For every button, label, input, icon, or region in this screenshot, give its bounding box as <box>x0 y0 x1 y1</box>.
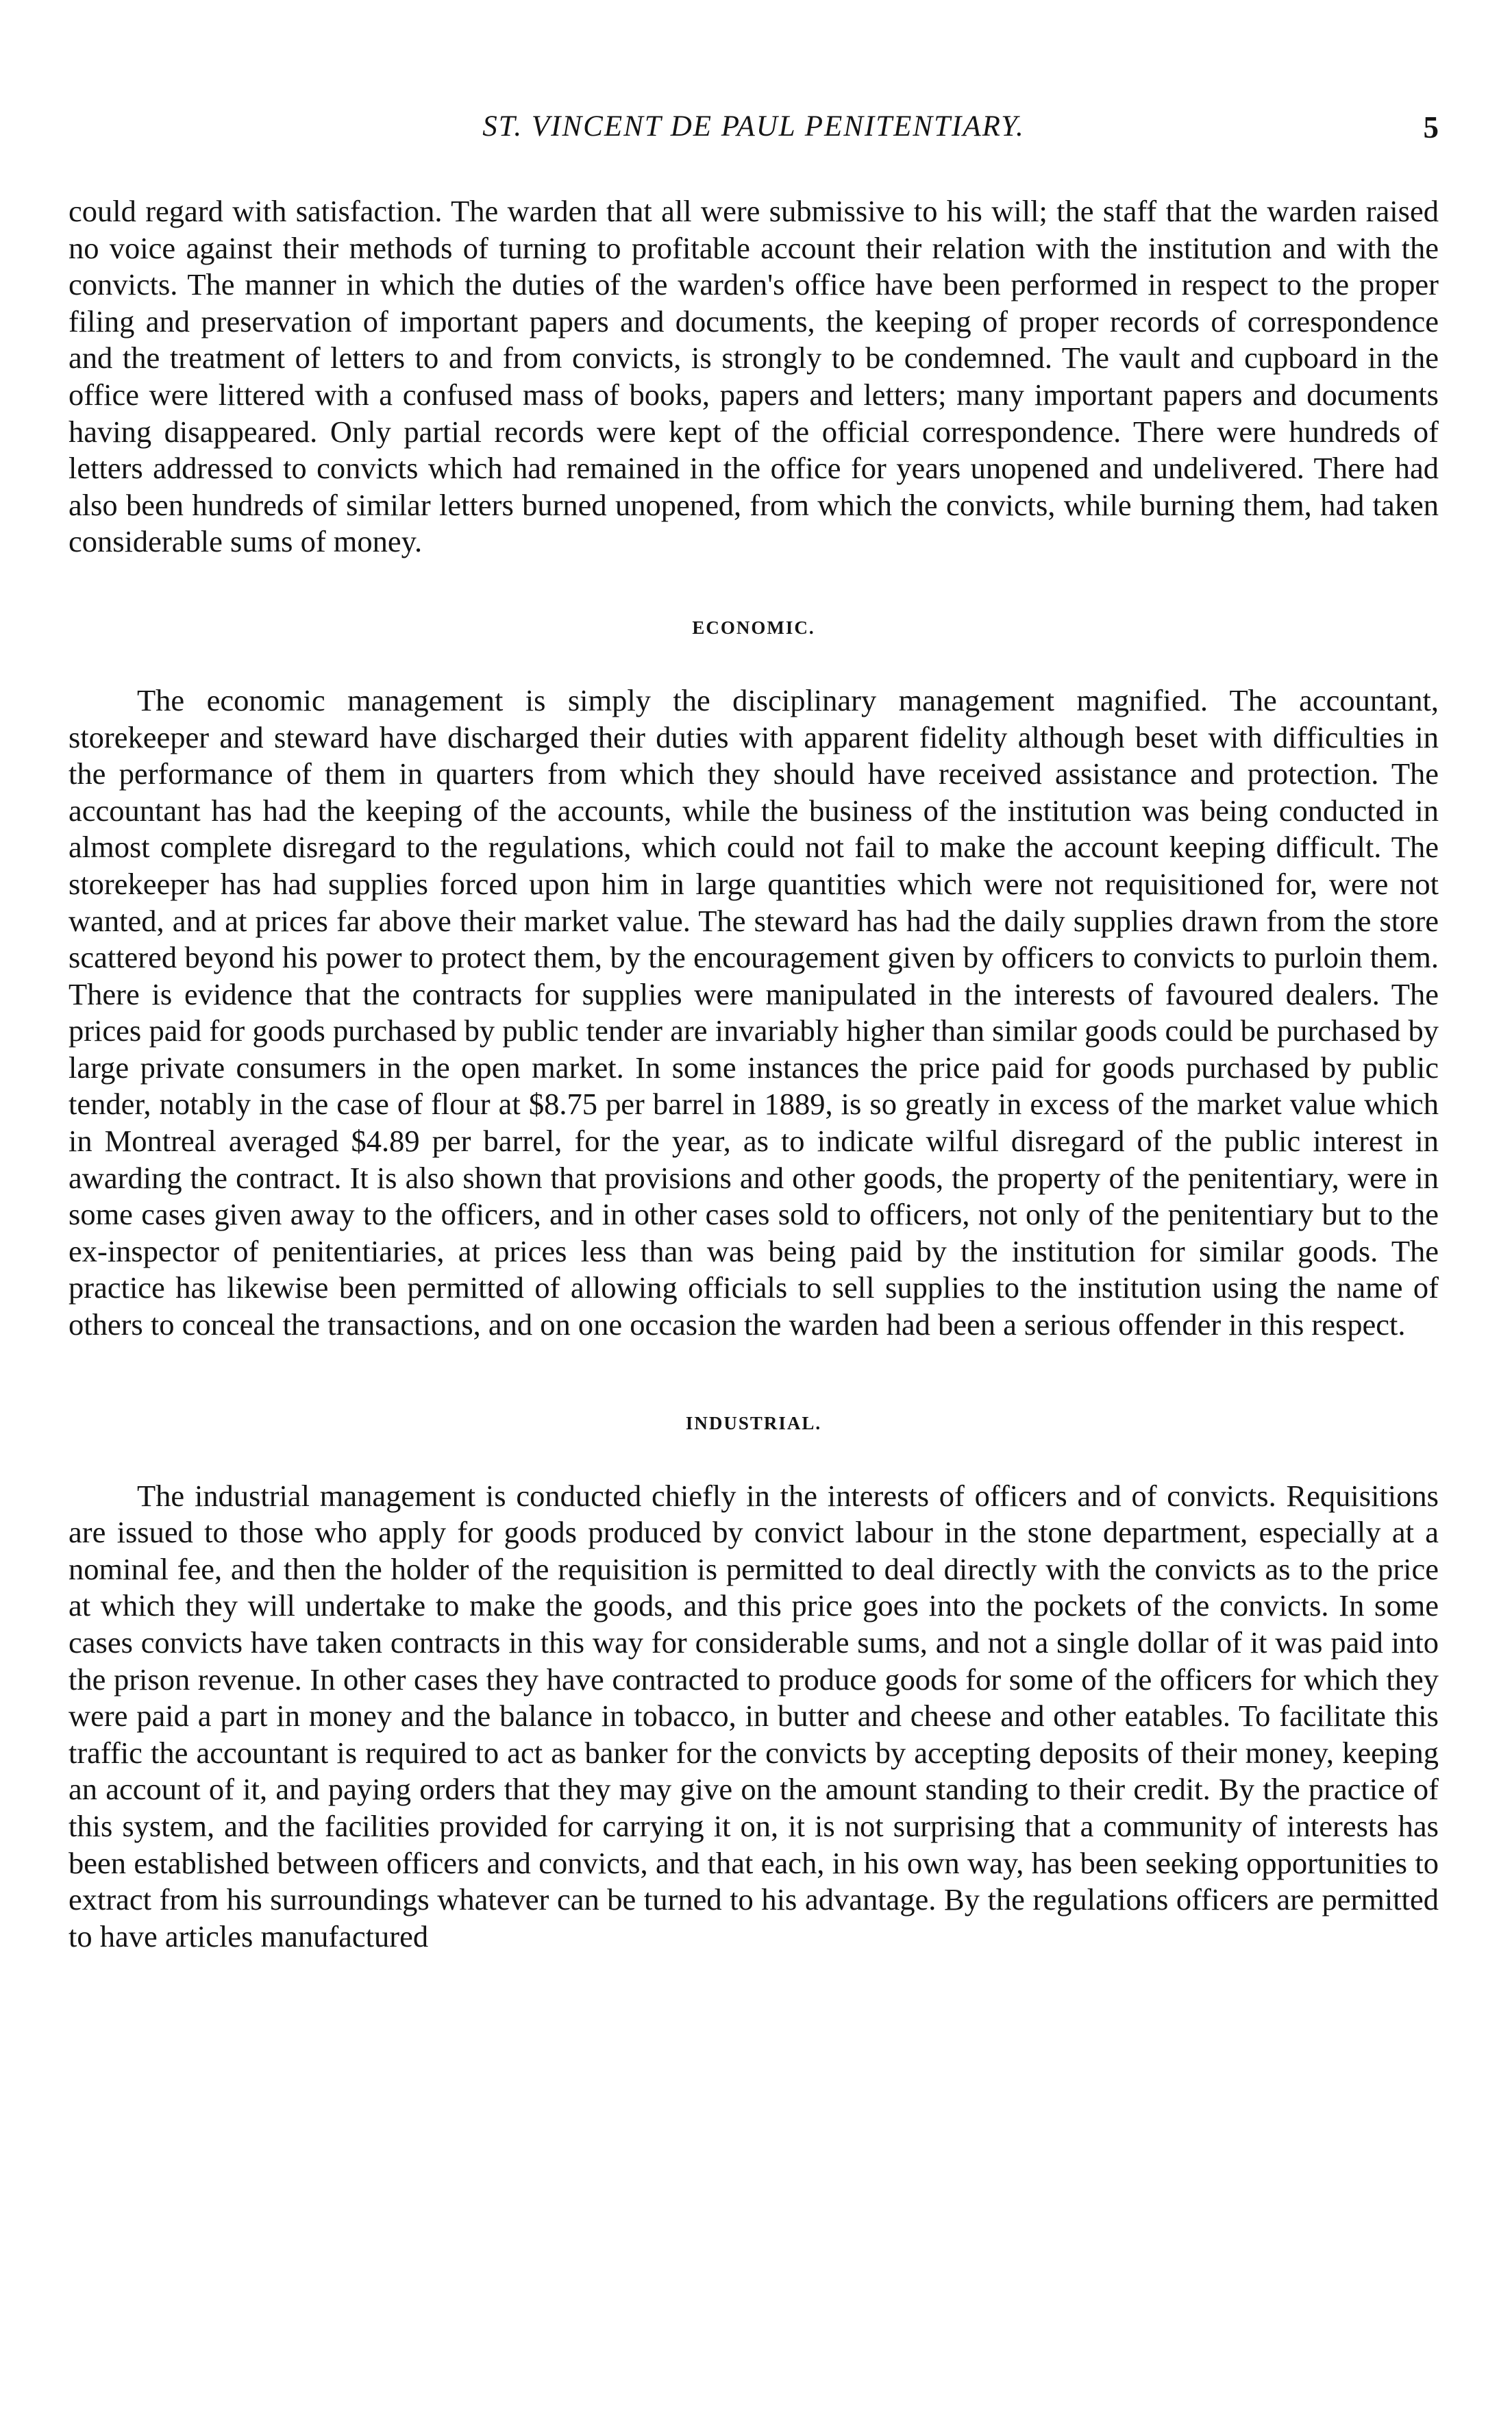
body-text <box>69 193 1439 1955</box>
paragraph-industrial: The industrial management is conducted chiefly in the interests of officers and of convicts. Requisitions are issued to those who apply for goods produced by convict labour in the stone department, especially at a nominal fee, and then the holder of the requisition is permitted to deal directly with the convicts as to the price at which they will undertake to make the goods, and this price goes into the pockets of the convicts. In some cases convicts have taken contracts in this way for considerable sums, and not a single dollar of it was paid into the prison revenue. In other cases they have contracted to produce goods for some of the officers for which they were paid a part in money and the balance in tobacco, in butter and cheese and other eatables. To facilitate this traffic the accountant is required to act as banker for the convicts by accepting deposits of their money, keeping an account of it, and paying orders that they may give on the amount standing to their credit. By the practice of this system, and the facilities provided for carrying it on, it is not surprising that a community of interests has been established between officers and convicts, and that each, in his own way, has been seeking opportunities to extract from his surroundings whatever can be turned to his advantage. By the regulations officers are permitted to have articles manufactured <box>69 1478 1439 1953</box>
paragraph-economic: The economic management is simply the disciplinary management magnified. The accountant, storekeeper and steward have discharged their duties with apparent fidelity although beset with difficulties in the performance of them in quarters from which they should have received assistance and protection. The accountant has had the keeping of the accounts, while the business of the institution was being conducted in almost complete disregard to the regulations, which could not fail to make the account keeping difficult. The storekeeper has had supplies forced upon him in large quantities which were not requisitioned for, were not wanted, and at prices far above their market value. The steward has had the daily supplies drawn from the store scattered beyond his power to protect them, by the encouragement given by officers to convicts to purloin them. There is evidence that the contracts for supplies were manipulated in the interests of favoured dealers. The prices paid for goods purchased by public tender are invariably higher than similar goods could be purchased by large private consumers in the open market. In some instances the price paid for goods purchased by public tender, notably in the case of flour at $8.75 per barrel in 1889, is so greatly in excess of the market value which in Montreal averaged $4.89 per barrel, for the year, as to indicate wilful disregard of the public interest in awarding the contract. It is also shown that provisions and other goods, the property of the penitentiary, were in some cases given away to the officers, and in other cases sold to officers, not only of the penitentiary but to the ex-inspector of penitentiaries, at prices less than was being paid by the institution for similar goods. The practice has likewise been permitted of allowing officials to sell supplies to the institution using the name of others to conceal the transactions, and on one occasion the warden had been a serious offender in this respect. <box>69 682 1439 1342</box>
running-head <box>69 110 1439 151</box>
section-heading-economic: ECONOMIC. <box>692 617 815 638</box>
document-page <box>69 0 1439 2429</box>
running-title: ST. VINCENT DE PAUL PENITENTIARY. <box>482 110 1025 143</box>
section-heading-industrial: INDUSTRIAL. <box>685 1412 822 1433</box>
paragraph-continuation: could regard with satisfaction. The warden that all were submissive to his will; the staff that the warden raised no voice against their methods of turning to profitable account their relation with the institution and with the convicts. The manner in which the duties of the warden's office have been performed in respect to the proper filing and preservation of important papers and documents, the keeping of proper records of correspondence and the treatment of letters to and from convicts, is strongly to be condemned. The vault and cupboard in the office were littered with a confused mass of books, papers and letters; many important papers and documents having disappeared. Only partial records were kept of the official correspondence. There were hundreds of letters addressed to convicts which had remained in the office for years unopened and undelivered. There had also been hundreds of similar letters burned unopened, from which the convicts, while burning them, had taken considerable sums of money. <box>69 194 1439 559</box>
page-number: 5 <box>1423 110 1439 145</box>
